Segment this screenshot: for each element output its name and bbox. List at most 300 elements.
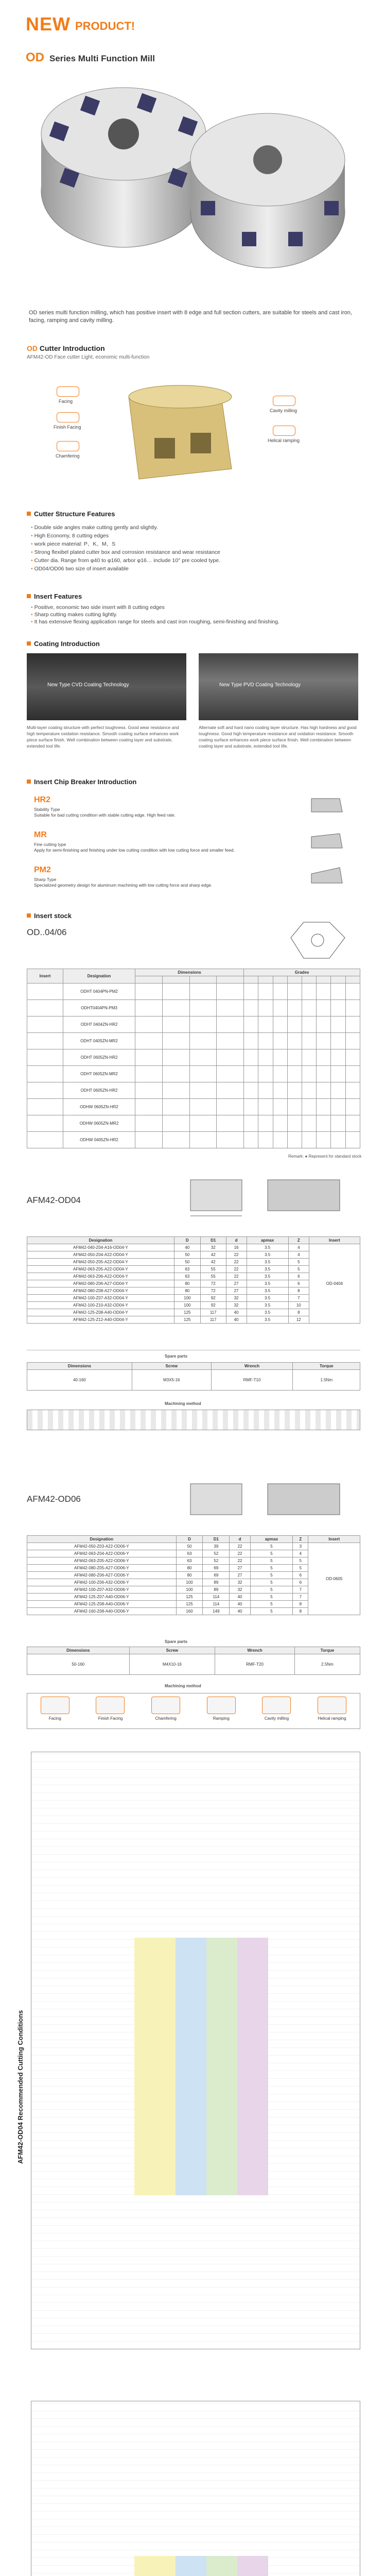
table-cell: 40-160	[27, 1370, 132, 1391]
table-cell	[317, 1115, 331, 1132]
table-cell: 32	[226, 1295, 247, 1302]
table-cell	[345, 1033, 360, 1049]
series-code: OD	[26, 50, 44, 64]
table-cell: AFM42-125-Z07-A40-OD06-Y	[27, 1594, 177, 1601]
table-cell	[217, 1132, 244, 1148]
table-cell: AFM42-063-Z06-A22-OD04-Y	[27, 1273, 174, 1280]
table-cell	[244, 1132, 258, 1148]
table-cell: 40	[174, 1244, 200, 1251]
col-header: d	[226, 1237, 247, 1244]
table-cell: AFM42-063-Z05-A22-OD06-Y	[27, 1557, 177, 1565]
table-cell: 22	[230, 1543, 251, 1550]
machining-op	[318, 1697, 346, 1721]
table-cell: 32	[230, 1586, 251, 1594]
table-cell	[345, 1099, 360, 1115]
table-cell	[258, 1049, 273, 1066]
structure-item: • work piece material: P、K、M、S	[31, 540, 360, 548]
table-cell	[189, 1099, 217, 1115]
afm06-spare-title: Spare parts	[165, 1639, 188, 1644]
table-cell: 5	[250, 1550, 292, 1557]
table-cell	[331, 1033, 345, 1049]
table-cell: 80	[176, 1565, 203, 1572]
table-cell	[287, 1082, 302, 1099]
afm04-table	[27, 1236, 360, 1324]
table-cell	[189, 1066, 217, 1082]
col-header: Insert	[27, 969, 63, 984]
table-cell: 100	[176, 1579, 203, 1586]
col-header: Designation	[63, 969, 135, 984]
table-cell: 55	[200, 1266, 226, 1273]
table-cell	[162, 1049, 189, 1066]
table-cell: 117	[200, 1309, 226, 1316]
col-header: Screw	[132, 1363, 211, 1370]
table-cell	[331, 1049, 345, 1066]
table-cell: 125	[174, 1309, 200, 1316]
table-cell: 16	[226, 1244, 247, 1251]
insert-drawing	[288, 917, 350, 963]
machining-op	[41, 1697, 69, 1721]
table-row	[27, 1066, 360, 1082]
table-cell	[317, 1099, 331, 1115]
table-cell: 5	[250, 1601, 292, 1608]
table-cell	[217, 1033, 244, 1049]
new-label: NEW	[26, 13, 71, 35]
afm06-title: AFM42-OD06	[27, 1494, 81, 1504]
table-cell: ODHT 0404ZN-HR2	[63, 1016, 135, 1033]
table-cell	[189, 1033, 217, 1049]
table-cell	[331, 1000, 345, 1016]
table-cell	[317, 1049, 331, 1066]
table-cell	[217, 1082, 244, 1099]
table-cell	[331, 984, 345, 1000]
insert-cell: OD-0605	[308, 1543, 360, 1615]
table-cell	[217, 984, 244, 1000]
table-cell: ODHT 0405ZN-MR2	[63, 1033, 135, 1049]
table-cell: 52	[203, 1550, 230, 1557]
table-cell	[135, 1115, 163, 1132]
insert-thumb	[27, 1066, 63, 1082]
table-cell: 5	[293, 1557, 308, 1565]
table-cell: 80	[174, 1280, 200, 1287]
structure-title: Cutter Structure Features	[27, 510, 115, 518]
table-cell	[135, 1099, 163, 1115]
chipbreaker-code: HR2	[34, 795, 51, 804]
table-cell: 42	[200, 1259, 226, 1266]
chipbreaker-desc: Fine cutting type Apply for semi-finishing and finishing under low cutting condition with low cutting force and smaller feed.	[34, 842, 235, 853]
cond04-highlight	[134, 1938, 176, 2195]
table-cell: 8	[288, 1287, 309, 1295]
table-cell: 22	[230, 1557, 251, 1565]
table-cell: 40	[226, 1309, 247, 1316]
table-cell: 5	[250, 1608, 292, 1615]
table-cell	[258, 1033, 273, 1049]
cvd-text: Multi-layer coating structure with perfect toughness. Good wear resistance and high temperature oxidation resistance. Smooth coating surface enhances work piece surface finish. Well combination between coating layer and substrate, extended tool life.	[27, 725, 179, 749]
table-cell: 4	[288, 1251, 309, 1259]
cond04-table	[31, 1752, 360, 2349]
insert-features-title: Insert Features	[27, 592, 82, 600]
table-cell: 160	[176, 1608, 203, 1615]
chipbreaker-profile-icon	[309, 865, 345, 887]
cond06-highlight	[206, 2556, 237, 2576]
insert-thumb	[27, 984, 63, 1000]
insert-stock-note: Remark: ● Represent for standard stock	[288, 1154, 362, 1159]
table-cell	[273, 1115, 287, 1132]
table-cell	[273, 1016, 287, 1033]
table-cell: 114	[203, 1601, 230, 1608]
table-cell	[258, 1000, 273, 1016]
cond04-highlight	[176, 1938, 206, 2195]
product-label: PRODUCT!	[75, 20, 135, 32]
table-cell	[258, 1132, 273, 1148]
table-cell	[345, 1082, 360, 1099]
afm06-machining-title: Machining method	[165, 1684, 201, 1688]
header	[0, 0, 385, 67]
table-cell: 27	[230, 1572, 251, 1579]
table-cell	[217, 1066, 244, 1082]
table-cell: RMF-T10	[211, 1370, 293, 1391]
table-cell: 5	[288, 1266, 309, 1273]
table-cell	[317, 1082, 331, 1099]
table-cell	[162, 1132, 189, 1148]
table-cell	[331, 1099, 345, 1115]
table-cell	[135, 1132, 163, 1148]
table-cell	[302, 1082, 317, 1099]
table-cell	[302, 984, 317, 1000]
machining-op	[262, 1697, 291, 1721]
table-cell	[162, 1066, 189, 1082]
table-cell	[258, 984, 273, 1000]
table-cell: 125	[176, 1601, 203, 1608]
table-cell	[135, 1000, 163, 1016]
table-cell: 117	[200, 1316, 226, 1324]
cutter-illustration	[118, 376, 242, 489]
col-header: apmax	[250, 1536, 292, 1543]
table-cell: 40	[230, 1601, 251, 1608]
table-cell: AFM42-080-Z06-A27-OD06-Y	[27, 1572, 177, 1579]
insert-thumb	[27, 1082, 63, 1099]
table-cell	[317, 1016, 331, 1033]
table-cell	[162, 1000, 189, 1016]
table-cell	[217, 1016, 244, 1033]
table-cell: 63	[174, 1266, 200, 1273]
table-cell: 69	[203, 1565, 230, 1572]
table-cell: 5	[250, 1579, 292, 1586]
machining-op-label: Ramping	[213, 1716, 230, 1721]
table-cell	[317, 1000, 331, 1016]
table-cell	[217, 1049, 244, 1066]
table-cell: 8	[288, 1309, 309, 1316]
machining-op-icon	[318, 1697, 346, 1714]
table-row	[27, 1115, 360, 1132]
table-cell: 5	[250, 1565, 292, 1572]
machining-op-icon	[262, 1697, 291, 1714]
machining-op	[151, 1697, 180, 1721]
table-cell	[345, 1000, 360, 1016]
machining-op-icon	[41, 1697, 69, 1714]
table-cell: 3.5	[247, 1309, 288, 1316]
table-cell	[273, 1049, 287, 1066]
machining-op-icon	[207, 1697, 236, 1714]
table-cell	[287, 1016, 302, 1033]
table-cell	[189, 1115, 217, 1132]
insert-thumb	[27, 1000, 63, 1016]
table-cell: ODHT 0605ZN-HR2	[63, 1082, 135, 1099]
table-cell	[317, 1033, 331, 1049]
machining-op-label: Finish Facing	[98, 1716, 123, 1721]
chipbreaker-profile-icon	[309, 829, 345, 852]
col-header: D1	[203, 1536, 230, 1543]
table-cell: 3.5	[247, 1259, 288, 1266]
table-cell: 3.5	[247, 1287, 288, 1295]
structure-item: • High Economy, 8 cutting edges	[31, 532, 360, 540]
table-cell: 32	[226, 1302, 247, 1309]
table-cell	[345, 1066, 360, 1082]
table-cell	[287, 1099, 302, 1115]
table-cell	[244, 984, 258, 1000]
series-title: Series Multi Function Mill	[49, 54, 155, 63]
table-cell: AFM42-100-Z10-A32-OD04-Y	[27, 1302, 174, 1309]
table-cell	[189, 1082, 217, 1099]
table-cell: 55	[200, 1273, 226, 1280]
insert-thumb	[27, 1115, 63, 1132]
table-cell: 3.5	[247, 1273, 288, 1280]
table-row	[27, 1099, 360, 1115]
afm04-drawing	[185, 1170, 350, 1221]
table-cell	[135, 1033, 163, 1049]
table-cell: 5	[250, 1594, 292, 1601]
afm06-table	[27, 1535, 360, 1615]
col-header: Designation	[27, 1237, 174, 1244]
table-cell: 8	[293, 1601, 308, 1608]
col-header: Z	[293, 1536, 308, 1543]
table-cell: 6	[293, 1579, 308, 1586]
afm04-spare-table	[27, 1362, 360, 1391]
table-cell: 100	[174, 1302, 200, 1309]
insert-stock-table	[27, 969, 360, 1148]
table-cell	[273, 1082, 287, 1099]
structure-list	[31, 523, 360, 573]
table-cell: 92	[200, 1302, 226, 1309]
table-cell	[258, 1099, 273, 1115]
table-cell	[287, 1132, 302, 1148]
table-cell: 3.5	[247, 1251, 288, 1259]
table-cell: 6	[288, 1280, 309, 1287]
table-cell	[217, 1000, 244, 1016]
table-cell	[135, 1066, 163, 1082]
table-cell: 40	[230, 1608, 251, 1615]
table-cell: AFM42-063-Z04-A22-OD06-Y	[27, 1550, 177, 1557]
machining-op-label: Chamfering	[155, 1716, 177, 1721]
col-header: Torque	[294, 1647, 360, 1654]
table-cell: AFM42-125-Z08-A40-OD04-Y	[27, 1309, 174, 1316]
insert-thumb	[27, 1033, 63, 1049]
pvd-caption: New Type PVD Coating Technology	[219, 682, 301, 688]
table-row	[27, 1543, 360, 1550]
table-cell: RMF-T20	[215, 1654, 295, 1675]
table-cell: 5	[250, 1572, 292, 1579]
table-cell	[162, 1099, 189, 1115]
cond06-highlight	[176, 2556, 206, 2576]
col-header: Dimensions	[27, 1647, 130, 1654]
op-helical-label: Helical ramping	[268, 438, 300, 443]
cutter-intro-title	[27, 344, 105, 352]
table-row	[27, 1132, 360, 1148]
table-cell: 80	[174, 1287, 200, 1295]
insert-cell: OD-0404	[309, 1244, 360, 1324]
insert-features-text	[31, 604, 360, 625]
insert-thumb	[27, 1099, 63, 1115]
insert-stock-title: Insert stock	[27, 912, 72, 920]
pvd-coating-image	[199, 653, 358, 720]
table-cell	[135, 984, 163, 1000]
table-cell	[302, 1016, 317, 1033]
table-cell: 3.5	[247, 1280, 288, 1287]
structure-item: • Cutter dia. Range from φ40 to φ160, arbor φ16… include 10° pre cooled type.	[31, 556, 360, 565]
table-cell	[345, 1016, 360, 1033]
table-cell: 22	[226, 1273, 247, 1280]
table-cell	[273, 1000, 287, 1016]
afm06-spare-table	[27, 1647, 360, 1675]
table-cell	[345, 1132, 360, 1148]
table-cell	[317, 984, 331, 1000]
afm04-spare-title: Spare parts	[165, 1354, 188, 1359]
op-facing-label: Facing	[59, 399, 73, 404]
table-row	[27, 1000, 360, 1016]
table-cell	[287, 1000, 302, 1016]
table-cell: 8	[293, 1608, 308, 1615]
col-header: Insert	[308, 1536, 360, 1543]
table-cell: 89	[203, 1579, 230, 1586]
table-cell: 50	[174, 1251, 200, 1259]
table-cell	[273, 984, 287, 1000]
afm04-machining-strip	[27, 1410, 360, 1430]
table-cell	[162, 984, 189, 1000]
table-cell: AFM42-050-Z03-A22-OD06-Y	[27, 1543, 177, 1550]
table-cell: M4X10-16	[129, 1654, 215, 1675]
table-cell: ODHT 0605ZN-MR2	[63, 1066, 135, 1082]
table-cell: 5	[250, 1557, 292, 1565]
afm06-machining-ops	[27, 1693, 360, 1729]
table-cell	[302, 1033, 317, 1049]
table-cell	[217, 1099, 244, 1115]
table-cell: 3.5	[247, 1302, 288, 1309]
table-cell: ODHT0404PN-PM3	[63, 1000, 135, 1016]
table-cell	[331, 1132, 345, 1148]
table-cell	[273, 1132, 287, 1148]
cond06-highlight	[134, 2556, 176, 2576]
chipbreaker-desc: Stability Type Suitable for bad cutting condition with stable cutting edge. High feed rate.	[34, 807, 176, 818]
insert-feature-line: • Positive, economic two side insert with 8 cutting edges	[31, 604, 360, 611]
table-cell: M3X5-16	[132, 1370, 211, 1391]
table-cell: 22	[226, 1251, 247, 1259]
op-chamfering-label: Chamfering	[56, 453, 80, 459]
insert-feature-line: • It has extensive flexing application range for steels and cast iron roughing, semi-finishing and finishing.	[31, 618, 360, 625]
cvd-coating-image	[27, 653, 186, 720]
col-header: Torque	[293, 1363, 360, 1370]
table-cell: 40	[230, 1594, 251, 1601]
table-cell: 6	[293, 1572, 308, 1579]
machining-op-icon	[151, 1697, 180, 1714]
table-cell: AFM42-160-Z08-A40-OD06-Y	[27, 1608, 177, 1615]
table-cell: 10	[288, 1302, 309, 1309]
machining-op	[96, 1697, 125, 1721]
col-header: Insert	[309, 1237, 360, 1244]
col-header: Dimensions	[135, 969, 244, 976]
table-cell	[135, 1016, 163, 1033]
table-cell	[287, 1066, 302, 1082]
op-facing-icon	[57, 386, 79, 397]
table-cell	[258, 1082, 273, 1099]
table-cell	[162, 1115, 189, 1132]
afm06-drawing	[185, 1473, 350, 1525]
insert-stock-series: OD..04/06	[27, 927, 67, 937]
table-cell	[345, 1115, 360, 1132]
cond04-highlight	[206, 1938, 237, 2195]
table-cell: AFM42-040-Z04-A16-OD04-Y	[27, 1244, 174, 1251]
table-cell: 52	[203, 1557, 230, 1565]
afm04-machining-title: Machining method	[165, 1401, 201, 1406]
cutter-intro-subtitle: AFM42-OD Face cutter Light, economic multi-function	[27, 354, 150, 360]
col-header: Z	[288, 1237, 309, 1244]
table-cell: ODHW 0405ZN-HR2	[63, 1132, 135, 1148]
table-cell	[189, 1049, 217, 1066]
table-cell	[287, 1033, 302, 1049]
cvd-caption: New Type CVD Coating Technology	[47, 682, 129, 688]
table-cell: 114	[203, 1594, 230, 1601]
table-cell: 27	[226, 1280, 247, 1287]
op-finish-facing-icon	[57, 412, 79, 422]
table-cell: 4	[288, 1244, 309, 1251]
table-cell: AFM42-050-Z04-A22-OD04-Y	[27, 1251, 174, 1259]
table-row	[27, 1049, 360, 1066]
table-cell	[244, 1099, 258, 1115]
table-cell: 72	[200, 1280, 226, 1287]
table-cell: AFM42-100-Z07-A32-OD04-Y	[27, 1295, 174, 1302]
table-cell: 39	[203, 1543, 230, 1550]
table-cell	[331, 1115, 345, 1132]
chipbreaker-code: PM2	[34, 866, 51, 874]
insert-thumb	[27, 1132, 63, 1148]
afm04-title: AFM42-OD04	[27, 1195, 81, 1205]
col-header: Wrench	[211, 1363, 293, 1370]
table-cell: 22	[230, 1550, 251, 1557]
table-cell: AFM42-100-Z07-A32-OD06-Y	[27, 1586, 177, 1594]
table-cell	[273, 1066, 287, 1082]
table-row	[27, 1016, 360, 1033]
cond06-highlight	[237, 2556, 268, 2576]
table-cell	[217, 1115, 244, 1132]
table-cell: 7	[288, 1295, 309, 1302]
table-cell	[331, 1066, 345, 1082]
table-cell	[244, 1082, 258, 1099]
table-cell	[244, 1049, 258, 1066]
table-cell: 50	[176, 1543, 203, 1550]
chipbreaker-desc: Sharp Type Specialized geometry design for aluminum machining with low cutting force and sharp edge.	[34, 877, 213, 888]
table-cell: 63	[176, 1550, 203, 1557]
table-cell: 100	[176, 1586, 203, 1594]
col-header: Screw	[129, 1647, 215, 1654]
table-cell	[244, 1016, 258, 1033]
col-header: D	[176, 1536, 203, 1543]
table-cell: 32	[200, 1244, 226, 1251]
table-cell: 50	[174, 1259, 200, 1266]
col-header: D	[174, 1237, 200, 1244]
table-cell	[162, 1016, 189, 1033]
table-cell: AFM42-063-Z05-A22-OD04-Y	[27, 1266, 174, 1273]
table-cell: ODHW 0605ZN-HR2	[63, 1099, 135, 1115]
table-cell: 92	[200, 1295, 226, 1302]
table-cell	[331, 1082, 345, 1099]
